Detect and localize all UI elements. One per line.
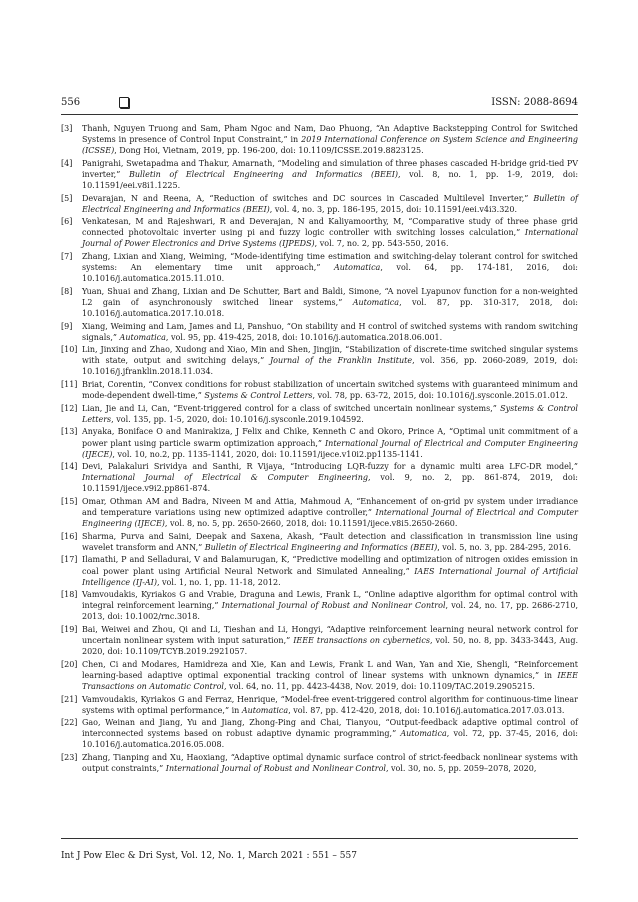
reference-venue: Automatica	[119, 332, 166, 342]
reference-venue: Automatica	[333, 263, 381, 273]
reference-details: , vol. 30, no. 5, pp. 2059–2078, 2020,	[385, 764, 537, 774]
reference-venue: International Journal of Robust and Nonlinear Control	[221, 601, 446, 611]
reference-text: Vamvoudakis, Kyriakos G and Ferraz, Henrique, “Model-free event-triggered control algorithm for continuous-time linear systems with optimal performance,” in	[82, 694, 578, 715]
footer-rule	[61, 838, 578, 839]
reference-number: [16]	[61, 531, 78, 541]
reference-details: , vol. 87, pp. 310-317, 2018, doi: 10.1016/j.automatica.2017.10.018.	[82, 297, 578, 318]
reference-venue: 2019 International Conference on System Science and Engineering (ICSSE)	[82, 135, 579, 156]
reference-details: , vol. 10, no.2, pp. 1135-1141, 2020, doi: 10.11591/ijece.v10i2.pp1135-1141.	[112, 449, 423, 459]
reference-item	[61, 659, 578, 692]
reference-item	[61, 123, 578, 156]
reference-text: Vamvoudakis, Kyriakos G and Vrabie, Draguna and Lewis, Frank L, “Online adaptive algorithm for optimal control with integral reinforcement learning,”	[82, 590, 578, 611]
reference-number: [14]	[61, 462, 78, 472]
reference-item	[61, 589, 578, 622]
reference-venue: Systems & Control Letters	[204, 391, 313, 401]
reference-venue: International Journal of Robust and Nonlinear Control	[165, 764, 386, 774]
reference-item	[61, 531, 578, 553]
reference-number: [18]	[61, 590, 78, 600]
reference-text: Ilamathi, P and Selladurai, V and Balamurugan, K, “Predictive modelling and optimization of nitrogen oxides emission in coal power plant using Artificial Neural Network and Simulated Annealing,”	[82, 555, 578, 576]
page-header	[61, 96, 578, 110]
page-number: 556	[61, 97, 81, 108]
reference-venue: IAES International Journal of Artificial Intelligence (IJ-AI)	[82, 566, 578, 587]
reference-text: Bai, Weiwei and Zhou, Qi and Li, Tieshan and Li, Hongyi, “Adaptive reinforcement learning neural network control for uncertain nonlinear system with input saturation,”	[82, 625, 578, 646]
page-footer: Int J Pow Elec & Dri Syst, Vol. 12, No. 1, March 2021 : 551 – 557	[61, 851, 357, 861]
reference-number: [8]	[61, 286, 73, 296]
reference-text: Briat, Corentin, “Convex conditions for robust stabilization of uncertain switched systems with guaranteed minimum and mode-dependent dwell-time,”	[82, 380, 578, 401]
reference-item	[61, 717, 578, 750]
reference-details: , vol. 8, no. 5, pp. 2650-2660, 2018, doi: 10.11591/ijece.v8i5.2650-2660.	[164, 519, 458, 529]
reference-text: Xiang, Weiming and Lam, James and Li, Panshuo, “On stability and H control of switched systems with random switching signals,”	[82, 321, 578, 342]
reference-details: , vol. 7, no. 2, pp. 543-550, 2016.	[314, 239, 449, 249]
reference-item	[61, 321, 578, 343]
reference-details: , vol. 9, no. 2, pp. 861-874, 2019, doi: 10.11591/ijece.v9i2.pp861-874.	[82, 473, 578, 494]
reference-text: Sharma, Purva and Saini, Deepak and Saxena, Akash, “Fault detection and classification in transmission line using wavelet transform and ANN,”	[82, 531, 578, 552]
reference-text: Lin, Jinxing and Zhao, Xudong and Xiao, Min and Shen, Jingjin, “Stabilization of discrete-time switched singular systems with state, output and switching delays,”	[82, 345, 578, 366]
reference-number: [19]	[61, 625, 78, 635]
reference-number: [23]	[61, 753, 78, 763]
reference-details: , vol. 50, no. 8, pp. 3433-3443, Aug. 2020, doi: 10.1109/TCYB.2019.2921057.	[82, 636, 578, 657]
reference-number: [13]	[61, 427, 78, 437]
reference-number: [7]	[61, 252, 73, 262]
reference-details: , vol. 356, pp. 2060-2089, 2019, doi: 10.1016/j.jfranklin.2018.11.034.	[82, 356, 578, 377]
reference-venue: Automatica	[352, 297, 400, 307]
reference-text: Yuan, Shuai and Zhang, Lixian and De Schutter, Bart and Baldi, Simone, “A novel Lyapunov function for a non-weighted L2 gain of asynchronously switched linear systems,”	[82, 286, 578, 307]
reference-details: , vol. 87, pp. 412-420, 2018, doi: 10.1016/j.automatica.2017.03.013.	[288, 705, 565, 715]
reference-venue: International Journal of Power Electronics and Drive Systems (IJPEDS)	[82, 228, 578, 249]
reference-venue: IEEE Transactions on Automatic Control	[82, 670, 578, 691]
reference-venue: IEEE transactions on cybernetics	[293, 636, 430, 646]
reference-text: Devi, Palakaluri Srividya and Santhi, R Vijaya, “Introducing LQR-fuzzy for a dynamic multi area LFC-DR model,”	[82, 462, 578, 472]
reference-number: [10]	[61, 345, 78, 355]
reference-venue: International Journal of Electrical and Computer Engineering (IJECE)	[82, 438, 578, 459]
reference-number: [6]	[61, 217, 73, 227]
reference-number: [21]	[61, 694, 78, 704]
reference-item	[61, 496, 578, 529]
reference-details: , vol. 78, pp. 63-72, 2015, doi: 10.1016/j.sysconle.2015.01.012.	[312, 391, 568, 401]
reference-details: , vol. 4, no. 3, pp. 186-195, 2015, doi: 10.11591/eei.v4i3.320.	[269, 204, 517, 214]
reference-item	[61, 426, 578, 459]
reference-list	[61, 123, 578, 776]
reference-venue: International Journal of Electrical & Computer Engineering	[82, 473, 369, 483]
reference-venue: International Journal of Electrical and Computer Engineering (IJECE)	[82, 508, 578, 529]
header-rule	[61, 114, 578, 115]
reference-text: Gao, Weinan and Jiang, Yu and Jiang, Zhong-Ping and Chai, Tianyou, “Output-feedback adaptive optimal control of interconnected systems based on robust adaptive dynamic programming,”	[82, 718, 578, 739]
reference-details: , vol. 64, no. 11, pp. 4423-4438, Nov. 2019, doi: 10.1109/TAC.2019.2905215.	[223, 682, 535, 691]
issn-label: ISSN: 2088-8694	[491, 97, 578, 108]
reference-number: [12]	[61, 403, 78, 413]
reference-details: , vol. 24, no. 17, pp. 2686-2710, 2013, doi: 10.1002/rnc.3018.	[82, 601, 579, 622]
reference-item	[61, 193, 578, 215]
reference-number: [3]	[61, 124, 73, 133]
reference-venue: Bulletin of Electrical Engineering and Informatics (BEEI)	[82, 193, 578, 214]
reference-venue: Automatica	[241, 705, 289, 715]
reference-number: [9]	[61, 321, 73, 331]
reference-item	[61, 752, 578, 774]
reference-number: [15]	[61, 497, 78, 506]
reference-venue: Bulletin of Electrical Engineering and Informatics (BEEI)	[128, 169, 398, 179]
reference-venue: Systems & Control Letters	[82, 403, 578, 424]
reference-number: [20]	[61, 659, 78, 669]
reference-item	[61, 344, 578, 377]
reference-details: , vol. 8, no. 1, pp. 1-9, 2019, doi: 10.11591/eei.v8i1.1225.	[82, 169, 579, 190]
reference-number: [5]	[61, 193, 73, 203]
reference-text: Lian, Jie and Li, Can, “Event-triggered control for a class of switched uncertain nonlinear systems,”	[82, 403, 501, 413]
reference-number: [22]	[61, 718, 78, 728]
reference-number: [4]	[61, 158, 73, 168]
reference-item	[61, 403, 578, 425]
reference-venue: Journal of the Franklin Institute	[269, 356, 413, 366]
reference-venue: Bulletin of Electrical Engineering and Informatics (BEEI)	[204, 542, 438, 552]
reference-item	[61, 624, 578, 657]
reference-item	[61, 158, 578, 191]
reference-number: [17]	[61, 555, 78, 565]
reference-text: Zhang, Tianping and Xu, Haoxiang, “Adaptive optimal dynamic surface control of strict-feedback nonlinear systems with output constraints,”	[82, 753, 578, 774]
square-icon	[119, 97, 129, 108]
reference-item	[61, 286, 578, 319]
reference-item	[61, 694, 578, 716]
reference-number: [11]	[61, 380, 78, 390]
reference-item	[61, 461, 578, 494]
reference-details: , vol. 1, no. 1, pp. 11-18, 2012.	[156, 577, 281, 587]
reference-text: Chen, Ci and Modares, Hamidreza and Xie, Kan and Lewis, Frank L and Wan, Yan and Xie, Shengli, “Reinforcement learning-based adaptive optimal exponential tracking control of linear systems with unknown dynamics,” in	[82, 659, 578, 680]
reference-venue: Automatica	[400, 729, 447, 739]
reference-item	[61, 251, 578, 284]
reference-text: Devarajan, N and Reena, A, “Reduction of switches and DC sources in Cascaded Multilevel Inverter,”	[82, 193, 534, 203]
reference-details: , vol. 135, pp. 1-5, 2020, doi: 10.1016/j.sysconle.2019.104592.	[111, 414, 364, 424]
reference-text: Omar, Othman AM and Badra, Niveen M and Attia, Mahmoud A, “Enhancement of on-grid pv system under irradiance and temperature variations using new optimized adaptive controller,”	[82, 497, 578, 518]
reference-details: , vol. 95, pp. 419-425, 2018, doi: 10.1016/j.automatica.2018.06.001.	[165, 332, 443, 342]
reference-details: , Dong Hoi, Vietnam, 2019, pp. 196-200, doi: 10.1109/ICSSE.2019.8823125.	[114, 146, 424, 156]
reference-item	[61, 554, 578, 587]
reference-item	[61, 216, 578, 249]
reference-text: Panigrahi, Swetapadma and Thakur, Amarnath, “Modeling and simulation of three phases cascaded H-bridge grid-tied PV inverter,”	[82, 158, 578, 179]
reference-text: Venkatesan, M and Rajeshwari, R and Deverajan, N and Kaliyamoorthy, M, “Comparative study of three phase grid connected photovoltaic inverter using pi and fuzzy logic controller with switching losses calculation,”	[82, 217, 578, 238]
reference-text: Thanh, Nguyen Truong and Sam, Pham Ngoc and Nam, Dao Phuong, “An Adaptive Backstepping Control for Switched Systems in presence of Control Input Constraint,” in	[82, 124, 578, 145]
reference-text: Zhang, Lixian and Xiang, Weiming, “Mode-identifying time estimation and switching-delay tolerant control for switched systems: An elementary time unit approach,”	[82, 252, 578, 273]
reference-details: , vol. 64, pp. 174-181, 2016, doi: 10.1016/j.automatica.2015.11.010.	[82, 263, 578, 284]
reference-details: , vol. 5, no. 3, pp. 284-295, 2016.	[437, 542, 572, 552]
reference-text: Anyaka, Boniface O and Manirakiza, J Felix and Chike, Kenneth C and Okoro, Prince A, “Optimal unit commitment of a power plant using particle swarm optimization approach,”	[82, 427, 578, 448]
reference-item	[61, 379, 578, 401]
reference-details: , vol. 72, pp. 37-45, 2016, doi: 10.1016/j.automatica.2016.05.008.	[82, 729, 579, 750]
